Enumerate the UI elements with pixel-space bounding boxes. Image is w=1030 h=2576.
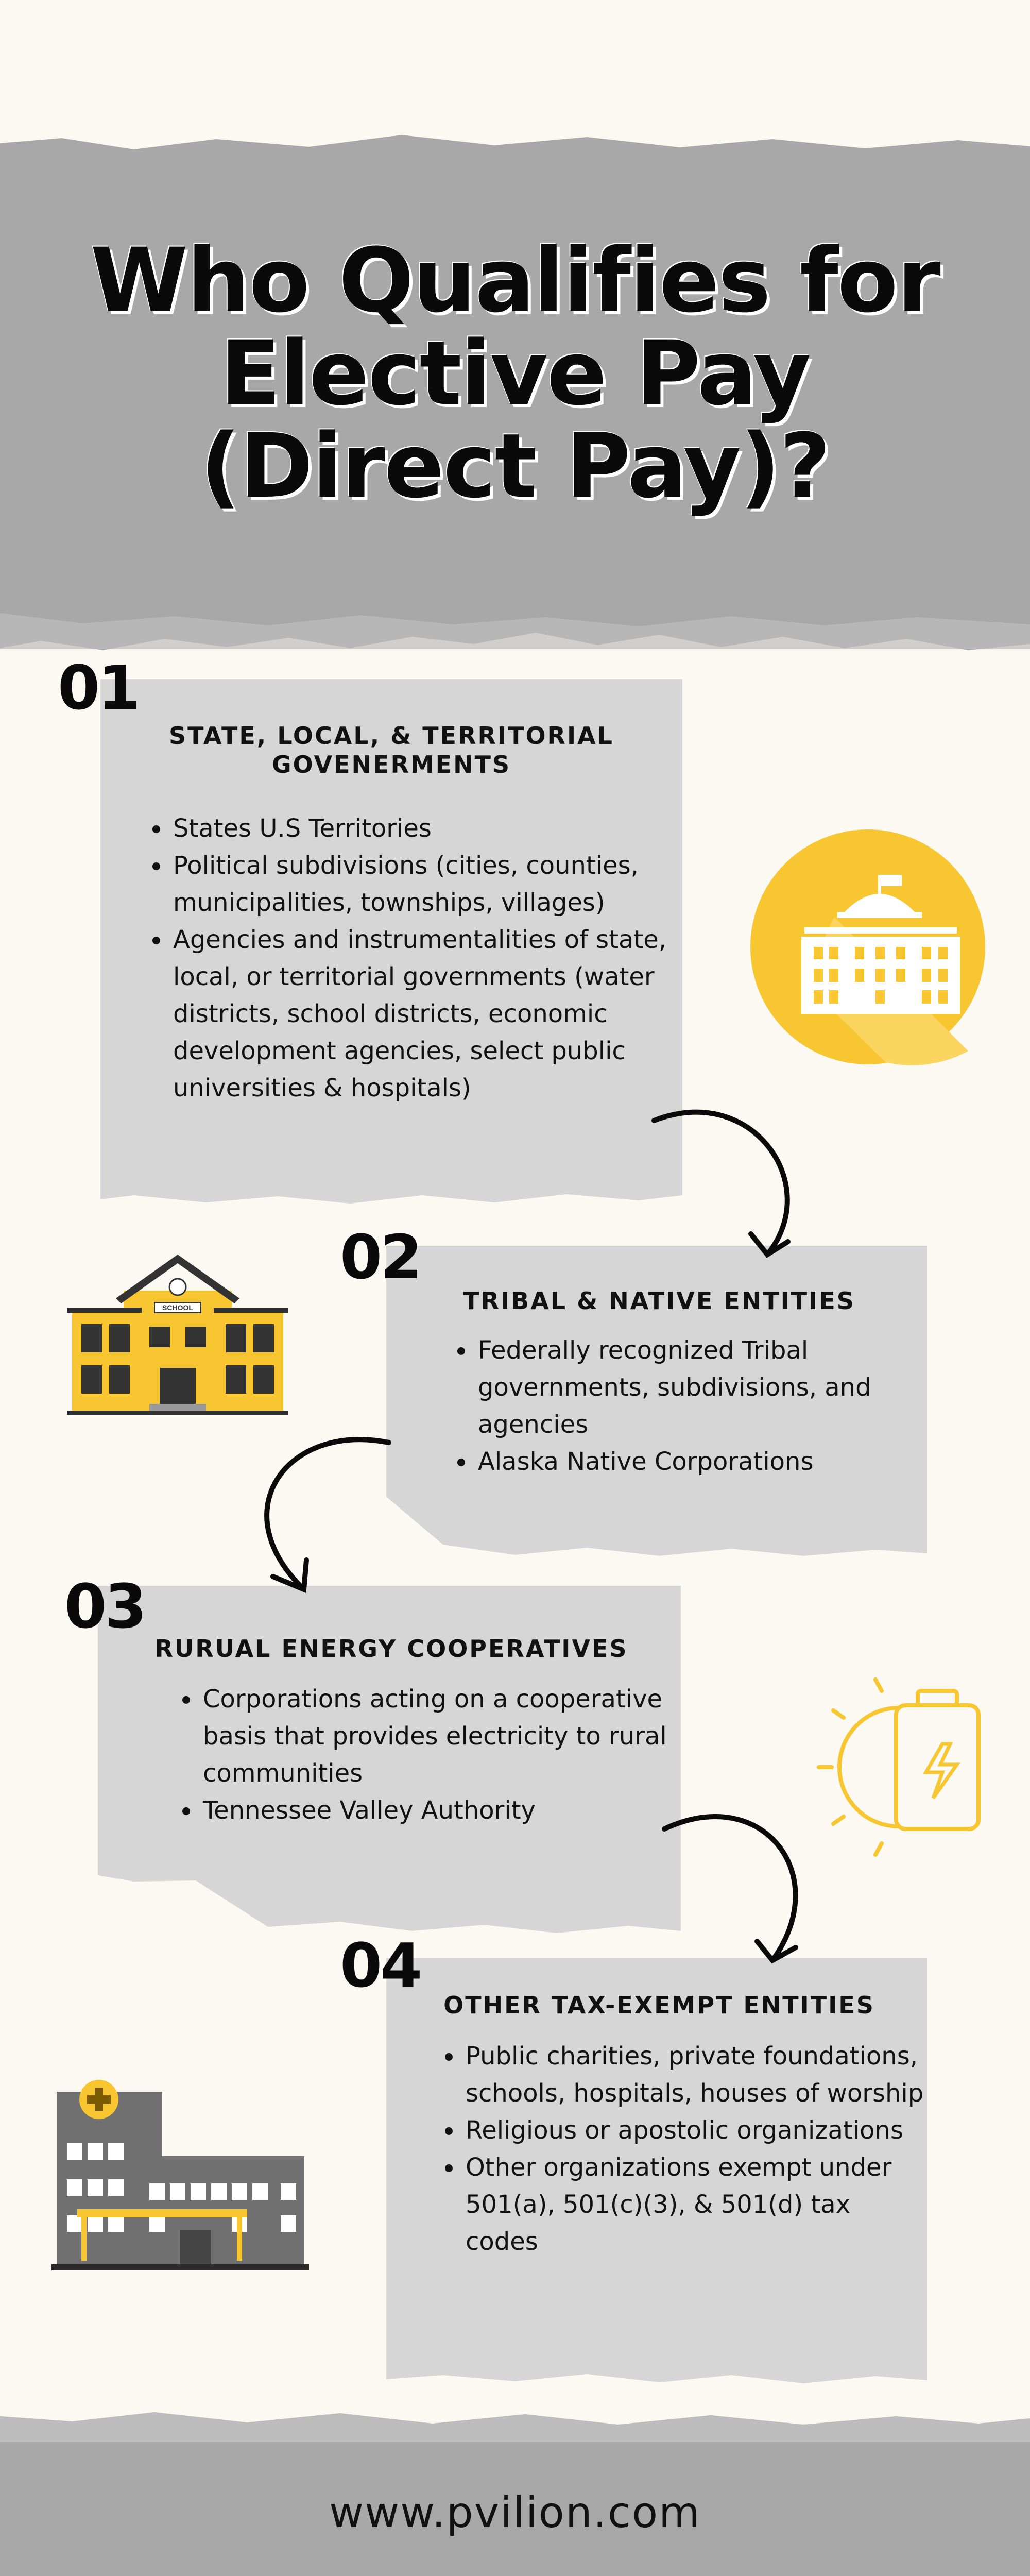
list-item: • Other organizations exempt under 501(a), 501(c)(3), & 501(d) tax codes	[464, 2149, 927, 2260]
section-number: 03	[64, 1571, 145, 1642]
list-item: • Corporations acting on a cooperative basis that provides electricity to rural communities	[201, 1681, 685, 1792]
section-heading: TRIBAL & NATIVE ENTITIES	[463, 1287, 855, 1315]
school-sign: SCHOOL	[162, 1303, 193, 1312]
section-heading-line-1: STATE, LOCAL, & TERRITORIAL	[168, 722, 614, 750]
section-heading: OTHER TAX-EXEMPT ENTITIES	[443, 1991, 875, 2019]
title-line-1: Who Qualifies for	[90, 229, 940, 332]
list-item: • Agencies and instrumentalities of state, local, or territorial governments (water districts, school districts, economic development agencies, select public universities & hospitals)	[171, 921, 681, 1107]
section-number: 04	[340, 1930, 421, 2001]
section-number: 02	[340, 1222, 421, 1293]
list-item: • Religious or apostolic organizations	[464, 2112, 927, 2149]
list-item: • Public charities, private foundations, schools, hospitals, houses of worship	[464, 2038, 927, 2112]
footer-url[interactable]: www.pvilion.com	[329, 2488, 701, 2537]
section-list	[169, 1681, 685, 1829]
section-number: 01	[58, 652, 139, 723]
list-item: • Tennessee Valley Authority	[201, 1792, 685, 1829]
section-list	[432, 2038, 927, 2260]
list-item: • States U.S Territories	[171, 810, 681, 847]
list-item: • Political subdivisions (cities, counties, municipalities, townships, villages)	[171, 847, 681, 921]
list-item: • Alaska Native Corporations	[476, 1443, 939, 1480]
section-heading-line-2: GOVENERMENTS	[271, 751, 511, 778]
title-line-3: (Direct Pay)?	[200, 414, 830, 518]
section-heading: RURUAL ENERGY COOPERATIVES	[154, 1635, 628, 1663]
list-item: • Federally recognized Tribal governments, subdivisions, and agencies	[476, 1332, 939, 1443]
title-line-2: Elective Pay	[220, 321, 810, 425]
